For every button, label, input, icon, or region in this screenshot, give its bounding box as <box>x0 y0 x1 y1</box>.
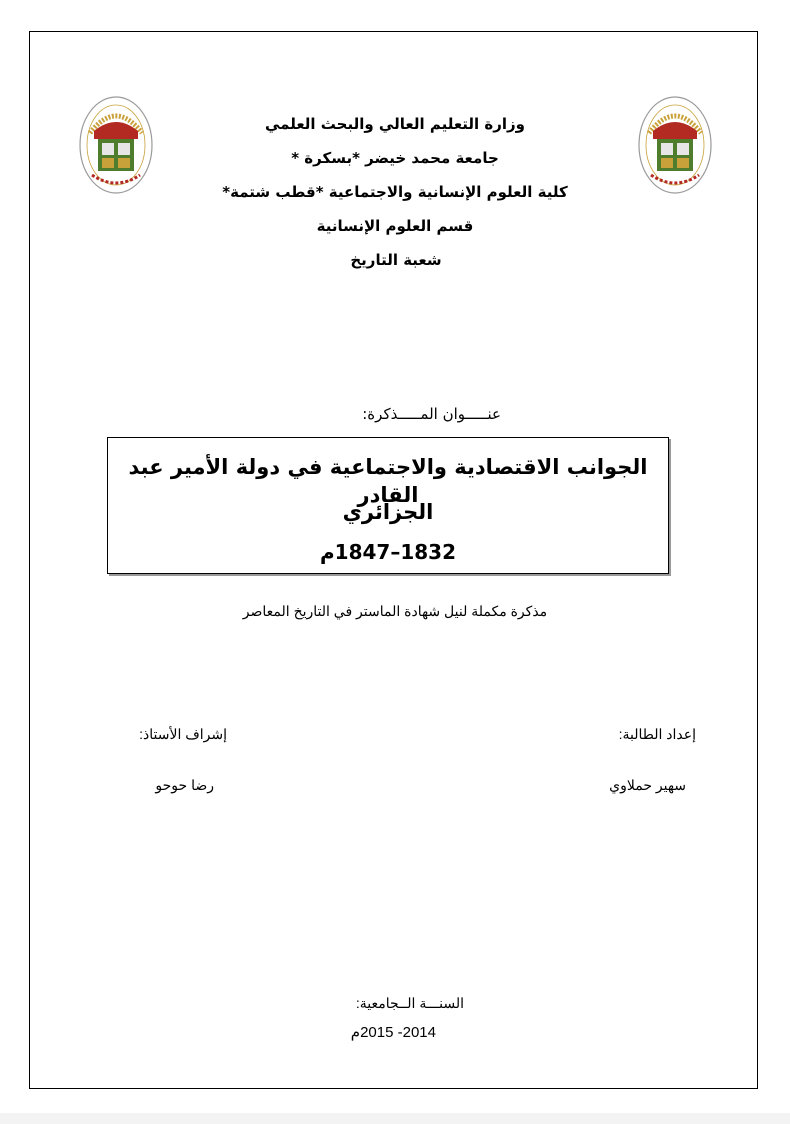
memo-title-box <box>107 437 669 574</box>
university-name: جامعة محمد خيضر *بسكرة * <box>291 149 499 167</box>
branch-name: شعبة التاريخ <box>350 251 442 269</box>
supervisor-name: رضا حوحو <box>155 777 214 793</box>
memo-title-line-1: الجوانب الاقتصادية والاجتماعية في دولة الأمير عبد القادر <box>128 455 648 507</box>
memo-title-line-2: الجزائري <box>342 500 434 524</box>
memo-subtitle: مذكرة مكملة لنيل شهادة الماستر في التاريخ المعاصر <box>242 603 548 619</box>
university-logo-right <box>637 95 713 195</box>
university-logo-left <box>78 95 154 195</box>
student-name: سهير حملاوي <box>609 777 686 793</box>
department-name: قسم العلوم الإنسانية <box>316 217 474 235</box>
academic-year-label: السنـــة الــجامعية: <box>355 995 464 1011</box>
student-label: إعداد الطالبة: <box>618 726 696 742</box>
academic-year-value: 2014- 2015م <box>350 1024 436 1041</box>
faculty-name: كلية العلوم الإنسانية والاجتماعية *قطب شتمة* <box>222 183 568 201</box>
memo-title-label: عنـــــوان المـــــذكرة: <box>362 405 501 423</box>
supervisor-label: إشراف الأستاذ: <box>139 726 227 742</box>
memo-title-years: 1832–1847م <box>319 540 456 564</box>
ministry-name: وزارة التعليم العالي والبحث العلمي <box>264 115 526 133</box>
